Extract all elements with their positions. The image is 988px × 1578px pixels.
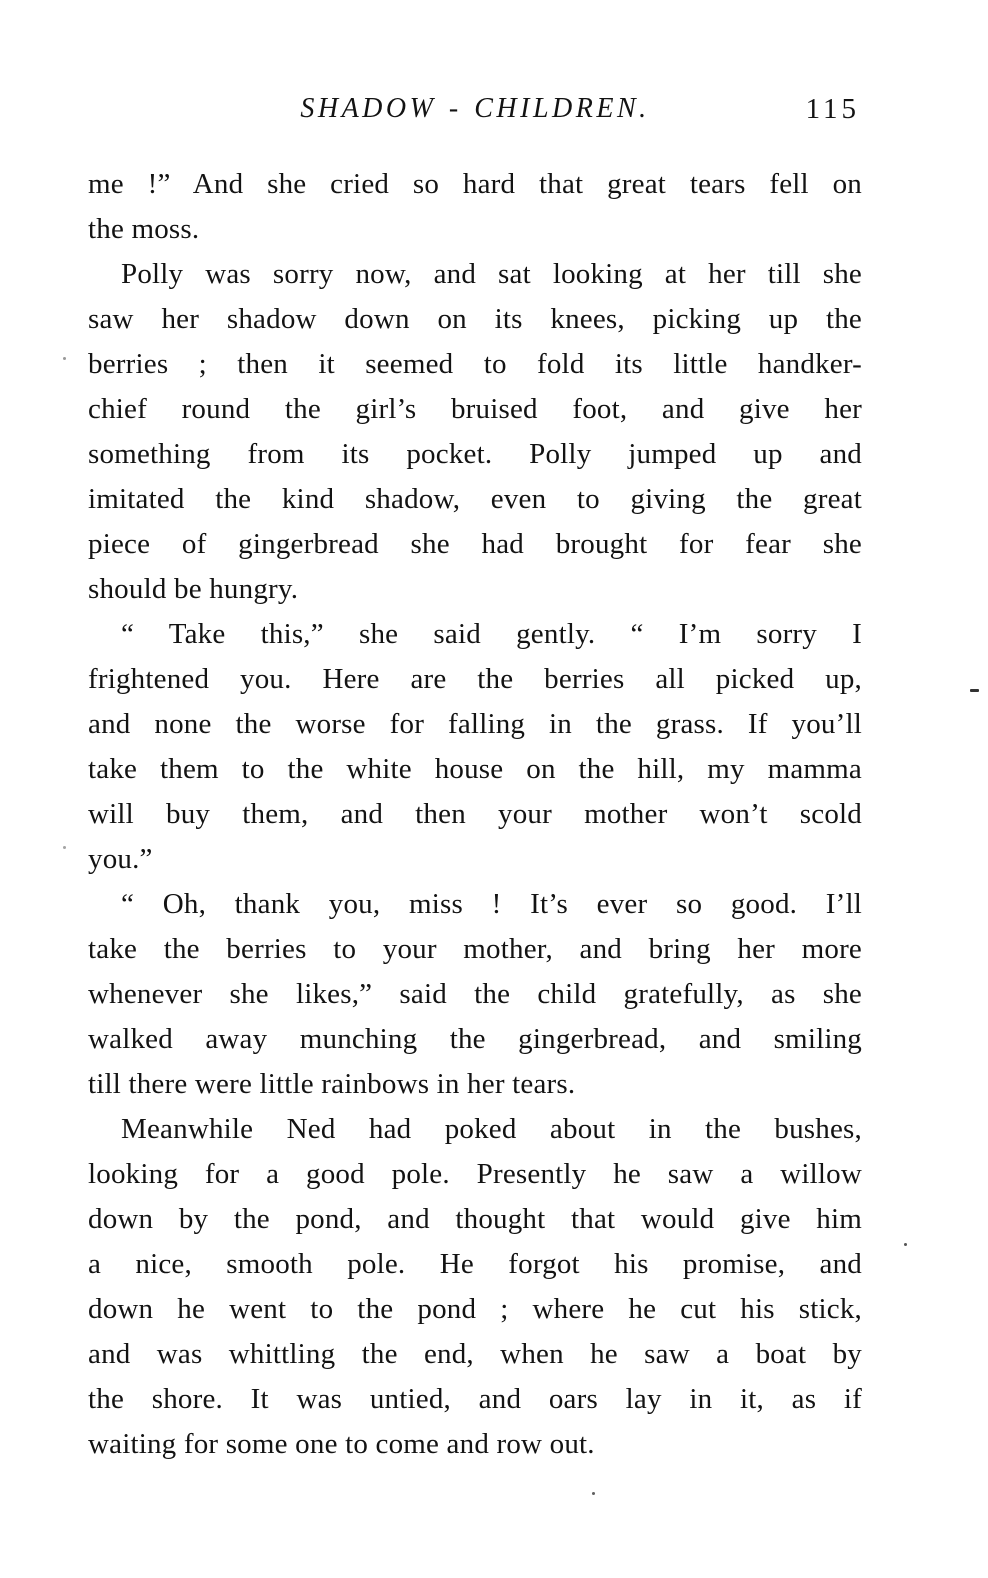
scan-speck — [63, 846, 66, 849]
running-title: SHADOW - CHILDREN. — [300, 93, 650, 124]
scan-speck — [904, 1243, 907, 1246]
text-line: Meanwhile Ned had poked about in the bushes, — [121, 1113, 862, 1145]
text-line: piece of gingerbread she had brought for fear she — [88, 528, 862, 560]
text-line: till there were little rainbows in her tears. — [88, 1068, 576, 1100]
text-line: down by the pond, and thought that would give him — [88, 1203, 862, 1235]
text-line: frightened you. Here are the berries all picked up, — [88, 663, 862, 695]
page-number: 115 — [805, 93, 860, 125]
text-line: should be hungry. — [88, 573, 299, 605]
text-line: the shore. It was untied, and oars lay in it, as if — [88, 1383, 862, 1415]
text-line: imitated the kind shadow, even to giving the great — [88, 483, 862, 515]
text-line: something from its pocket. Polly jumped up and — [88, 438, 862, 470]
text-line: and none the worse for falling in the grass. If you’ll — [88, 708, 862, 740]
text-line: take the berries to your mother, and bring her more — [88, 933, 862, 965]
scan-speck — [592, 1492, 595, 1495]
text-block — [88, 162, 862, 1467]
text-line: walked away munching the gingerbread, and smiling — [88, 1023, 862, 1055]
page-header — [88, 93, 862, 135]
text-line: Polly was sorry now, and sat looking at her till she — [121, 258, 862, 290]
text-line: saw her shadow down on its knees, picking up the — [88, 303, 862, 335]
text-line: the moss. — [88, 213, 200, 245]
text-line: and was whittling the end, when he saw a boat by — [88, 1338, 862, 1370]
scan-speck — [63, 357, 66, 360]
text-line: “ Oh, thank you, miss ! It’s ever so good. I’ll — [121, 888, 862, 920]
text-line: looking for a good pole. Presently he saw a willow — [88, 1158, 862, 1190]
text-line: chief round the girl’s bruised foot, and give her — [88, 393, 862, 425]
scan-speck — [970, 689, 979, 692]
text-line: me !” And she cried so hard that great tears fell on — [88, 168, 862, 200]
text-line: berries ; then it seemed to fold its little handker- — [88, 348, 862, 380]
text-line: whenever she likes,” said the child gratefully, as she — [88, 978, 862, 1010]
text-line: take them to the white house on the hill, my mamma — [88, 753, 862, 785]
text-line: “ Take this,” she said gently. “ I’m sorry I — [121, 618, 862, 650]
text-line: will buy them, and then your mother won’t scold — [88, 798, 862, 830]
text-line: you.” — [88, 843, 153, 875]
text-line: down he went to the pond ; where he cut his stick, — [88, 1293, 862, 1325]
text-line: a nice, smooth pole. He forgot his promise, and — [88, 1248, 862, 1280]
text-line: waiting for some one to come and row out. — [88, 1428, 595, 1460]
